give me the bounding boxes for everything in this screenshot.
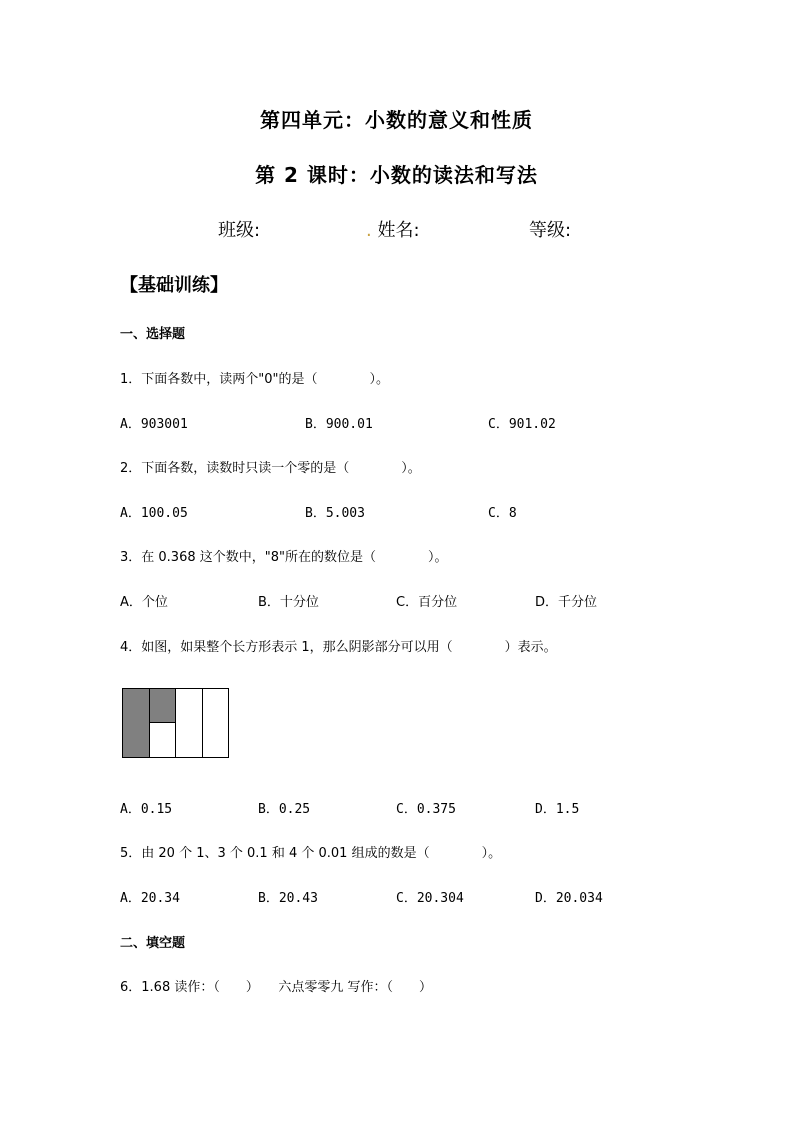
blank-column — [176, 689, 203, 757]
q1-option-b: B．900.01 — [305, 417, 373, 432]
q1-option-a: A．903001 — [120, 417, 188, 432]
q3-option-d: D．千分位 — [535, 595, 598, 610]
q1-option-c: C．901.02 — [488, 417, 556, 432]
question-2: 2．下面各数，读数时只读一个零的是（ ）。 — [120, 461, 421, 476]
question-5: 5．由 20 个 1、3 个 0.1 和 4 个 0.01 组成的数是（ ）。 — [120, 846, 502, 861]
q2-option-a: A．100.05 — [120, 506, 188, 521]
grade-label: 等级: — [529, 220, 572, 241]
q5-option-a: A．20.34 — [120, 891, 180, 906]
unit-title: 第四单元：小数的意义和性质 — [260, 108, 533, 132]
lesson-title: 第 2 课时：小数的读法和写法 — [255, 163, 538, 187]
question-6: 6．1.68 读作：（ ） 六点零零九 写作：（ ） — [120, 980, 432, 995]
q3-option-c: C．百分位 — [396, 595, 458, 610]
class-label: 班级: — [218, 220, 261, 241]
half-shaded-column — [150, 689, 177, 757]
name-label: 姓名: — [377, 220, 420, 241]
question-1: 1．下面各数中，读两个"0"的是（ ）。 — [120, 372, 390, 387]
q3-option-b: B．十分位 — [258, 595, 319, 610]
shaded-top-half — [150, 689, 176, 723]
section-title: 【基础训练】 — [120, 275, 228, 296]
rectangle-figure — [122, 688, 229, 758]
q4-option-d: D．1.5 — [535, 802, 580, 817]
shaded-column-full — [123, 689, 150, 757]
student-info-name — [366, 216, 420, 242]
question-3: 3．在 0.368 这个数中，"8"所在的数位是（ ）。 — [120, 550, 448, 565]
separator-dot: . — [366, 220, 372, 241]
part2-title: 二、填空题 — [120, 936, 186, 951]
q4-option-b: B．0.25 — [258, 802, 311, 817]
q2-option-b: B．5.003 — [305, 506, 365, 521]
q4-option-c: C．0.375 — [396, 802, 456, 817]
q5-option-d: D．20.034 — [535, 891, 603, 906]
q5-option-b: B．20.43 — [258, 891, 318, 906]
blank-column — [203, 689, 229, 757]
q3-option-a: A．个位 — [120, 595, 168, 610]
q4-option-a: A．0.15 — [120, 802, 173, 817]
q2-option-c: C．8 — [488, 506, 517, 521]
part1-title: 一、选择题 — [120, 327, 186, 342]
question-4: 4．如图，如果整个长方形表示 1，那么阴影部分可以用（ ）表示。 — [120, 640, 557, 655]
q5-option-c: C．20.304 — [396, 891, 464, 906]
